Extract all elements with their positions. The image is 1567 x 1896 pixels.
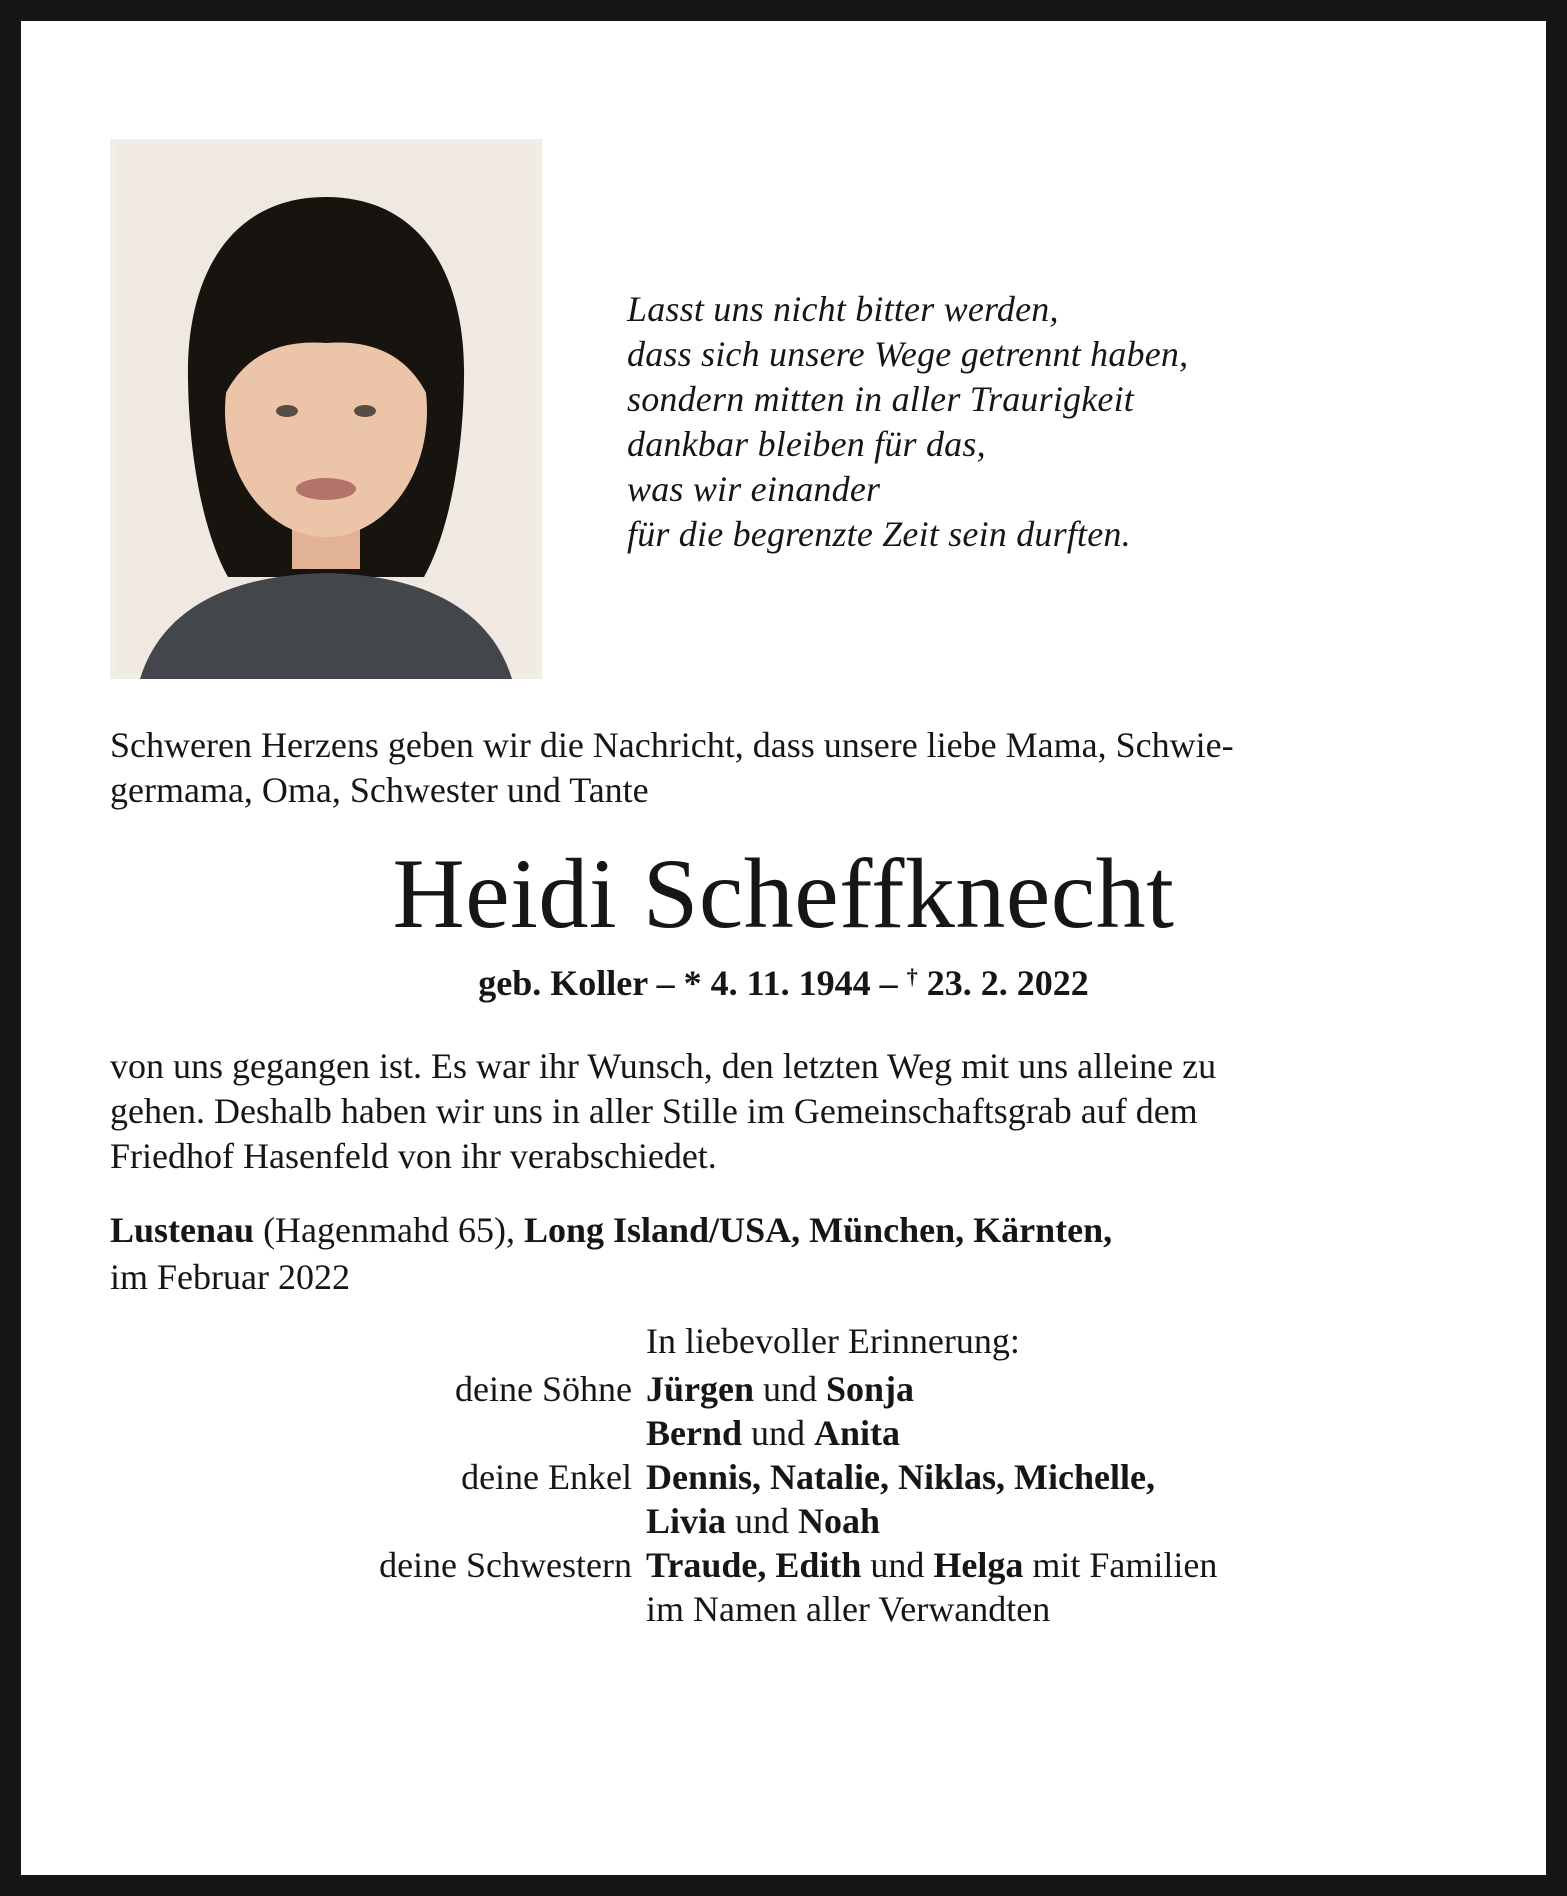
memorial-heading-spacer xyxy=(110,1319,632,1367)
poem-line: sondern mitten in aller Traurigkeit xyxy=(627,379,1134,419)
body-line: Friedhof Hasenfeld von ihr verabschiedet. xyxy=(110,1136,717,1176)
body-line: von uns gegangen ist. Es war ihr Wunsch, den letzten Weg mit uns alleine zu xyxy=(110,1046,1217,1086)
intro-line: Schweren Herzens geben wir die Nachricht, dass unsere liebe Mama, Schwie- xyxy=(110,725,1234,765)
memorial-grid xyxy=(110,1319,1506,1631)
memorial-relation-label xyxy=(110,1587,632,1631)
memorial-names: im Namen aller Verwandten xyxy=(646,1589,1051,1629)
deceased-dates: geb. Koller – * 4. 11. 1944 – † 23. 2. 2022 xyxy=(478,963,1089,1003)
memorial-relation-label: deine Schwestern xyxy=(379,1545,632,1585)
header-section xyxy=(21,21,1546,679)
poem-line: dankbar bleiben für das, xyxy=(627,424,986,464)
intro-line: germama, Oma, Schwester und Tante xyxy=(110,770,649,810)
memorial-relation-label: deine Enkel xyxy=(461,1457,632,1497)
places-line: Lustenau (Hagenmahd 65), Long Island/USA, München, Kärnten, xyxy=(110,1210,1113,1250)
memorial-names: Dennis, Natalie, Niklas, Michelle, xyxy=(646,1457,1155,1497)
announcement-body xyxy=(110,1044,1486,1179)
poem-line: was wir einander xyxy=(627,469,881,509)
memorial-names: Livia und Noah xyxy=(646,1501,881,1541)
places-date-line: im Februar 2022 xyxy=(110,1257,350,1297)
deceased-name: Heidi Scheffknecht xyxy=(392,838,1175,949)
poem-line: dass sich unsere Wege getrennt haben, xyxy=(627,334,1189,374)
memorial-section xyxy=(110,1319,1506,1631)
memorial-relation-label xyxy=(110,1411,632,1455)
announcement-intro xyxy=(110,723,1486,813)
memorial-relation-label: deine Söhne xyxy=(455,1369,632,1409)
body-line: gehen. Deshalb haben wir uns in aller Stille im Gemeinschaftsgrab auf dem xyxy=(110,1091,1198,1131)
memorial-poem xyxy=(627,287,1188,557)
poem-line: für die begrenzte Zeit sein durften. xyxy=(627,514,1131,554)
memorial-names: Traude, Edith und Helga mit Familien xyxy=(646,1545,1218,1585)
places-section xyxy=(110,1207,1486,1301)
portrait-photo xyxy=(110,139,542,679)
portrait-photo-illustration xyxy=(110,139,542,679)
memorial-relation-label xyxy=(110,1499,632,1543)
poem-line: Lasst uns nicht bitter werden, xyxy=(627,289,1059,329)
memorial-names: Bernd und Anita xyxy=(646,1413,901,1453)
memorial-names: Jürgen und Sonja xyxy=(646,1369,915,1409)
memorial-heading: In liebevoller Erinnerung: xyxy=(646,1321,1020,1361)
